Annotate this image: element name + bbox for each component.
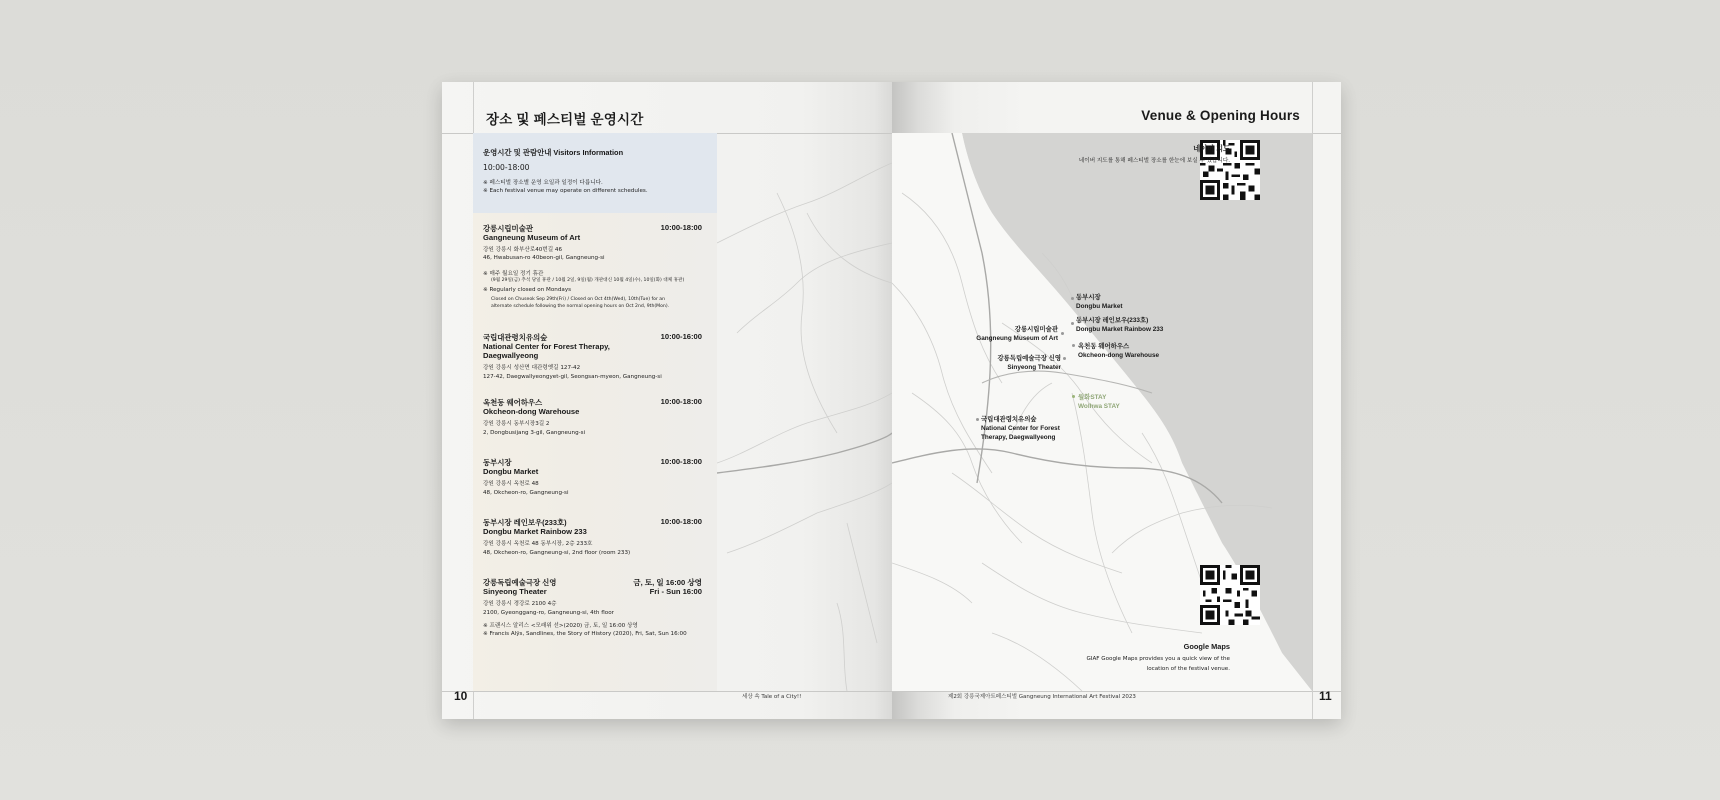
info-note-en: ※ Each festival venue may operate on different schedules. [483, 188, 648, 194]
venue-address-ko: 강원 강릉시 옥천로 48 동부시장, 2층 233호 [483, 541, 593, 547]
google-maps-desc: location of the festival venue. [1146, 666, 1230, 672]
venue-hours: 10:00-18:00 [660, 457, 702, 466]
venue-note-sub: (9월 29일(금) 추석 당일 휴관 / 10월 2일, 9일(월) 개관대신 10월 4일(수), 10일(화) 대체 휴관) [491, 278, 685, 283]
venue-note: ※ Regularly closed on Mondays [483, 287, 572, 293]
info-heading: 운영시간 및 관람안내 Visitors Information [483, 148, 624, 157]
book-spread [442, 82, 1341, 719]
venue-note: ※ 프랜시스 알리스 <모래위 선>(2020) 금, 토, 일 16:00 상영 [483, 623, 638, 629]
venue-address-en: 48, Okcheon-ro, Gangneung-si, 2nd floor (room 233) [483, 550, 631, 556]
venue-name-en: Daegwallyeong [483, 351, 539, 360]
venue-list [473, 213, 717, 691]
map-marker [1061, 332, 1064, 335]
venue-address-ko: 강원 강릉시 성산면 대관령옛길 127-42 [483, 365, 581, 371]
map-marker [1072, 395, 1075, 398]
venue-name-en: Dongbu Market [483, 467, 539, 476]
venue-name-ko: 동부시장 [483, 458, 512, 467]
venue-address-en: 46, Hwabusan-ro 40beon-gil, Gangneung-si [483, 255, 605, 261]
venue-hours: 10:00-18:00 [660, 517, 702, 526]
venue-address-ko: 강원 강릉시 경강로 2100 4층 [483, 601, 557, 607]
venue-name-ko: 국립대관령치유의숲 [483, 333, 548, 342]
google-maps-desc: GIAF Google Maps provides you a quick view of the [1086, 656, 1230, 662]
naver-map-title: 네이버 지도 [1193, 144, 1230, 153]
naver-map-desc: 네이버 지도를 통해 페스티벌 장소를 한눈에 보실 수 있습니다. [1078, 158, 1230, 164]
map-label-forest: 국립대관령치유의숲 National Center for Forest Therapy, Daegwallyeong [981, 416, 1060, 441]
venue-address-en: 2, Dongbusijang 3-gil, Gangneung-si [483, 430, 586, 436]
info-hours: 10:00-18:00 [483, 163, 530, 172]
footer-rule [442, 691, 892, 692]
info-note-ko: ※ 페스티벌 장소별 운영 요일과 일정이 다릅니다. [483, 180, 603, 186]
venue-name-ko: 옥천동 웨어하우스 [483, 398, 543, 407]
left-page [442, 82, 892, 719]
right-page [892, 82, 1341, 719]
map-marker [1072, 344, 1075, 347]
venue-hours: 10:00-18:00 [660, 397, 702, 406]
map-label-dongbu-rainbow: 동부시장 레인보우(233호) Dongbu Market Rainbow 233 [1076, 317, 1164, 333]
map-marker [1063, 357, 1066, 360]
map-marker [1071, 322, 1074, 325]
venue-name-ko: 동부시장 레인보우(233호) [483, 518, 567, 527]
visitors-info-box [473, 133, 717, 213]
page-title: Venue & Opening Hours [1141, 108, 1300, 123]
map-marker [976, 418, 979, 421]
google-maps-qr-icon[interactable] [1200, 565, 1260, 625]
venue-name-en: Okcheon-dong Warehouse [483, 407, 580, 416]
venue-address-ko: 강원 강릉시 옥천로 48 [483, 481, 539, 487]
venue-name-en: Gangneung Museum of Art [483, 233, 581, 242]
venue-hours: 금, 토, 일 16:00 상영 [633, 578, 702, 587]
map-label-okcheon: 옥천동 웨어하우스 Okcheon-dong Warehouse [1078, 343, 1160, 359]
venue-name-ko: 강릉시립미술관 [483, 224, 533, 233]
running-footer-right: 제2회 강릉국제아트페스티벌 Gangneung International Art Festival 2023 [948, 694, 1136, 700]
venue-note-sub: alternate schedule following the normal opening hours on Oct 2nd, 9th(Mon). [491, 304, 670, 309]
right-margin-rule [1312, 82, 1313, 719]
venue-note-sub: Closed on Chuseok Sep 29th(Fri) / Closed on Oct 4th(Wed), 10th(Tue) for an [491, 297, 666, 302]
running-footer-left: 세상 속 Tale of a City!! [742, 694, 802, 700]
map-left-fragment [717, 133, 892, 691]
page-number-right: 11 [1319, 689, 1332, 703]
venue-note: ※ 매주 월요일 정기 휴관 [483, 271, 544, 277]
venue-address-en: 127-42, Daegwallyeongyet-gil, Seongsan-myeon, Gangneung-si [483, 374, 662, 380]
venue-address-ko: 강원 강릉시 화부산로40번길 46 [483, 247, 563, 253]
map-marker [1071, 297, 1074, 300]
map-label-wolhwa: 월화STAY Wolhwa STAY [1078, 394, 1120, 410]
venue-address-en: 2100, Gyeonggang-ro, Gangneung-si, 4th floor [483, 610, 614, 616]
venue-hours: Fri - Sun 16:00 [649, 587, 702, 596]
venue-address-en: 48, Okcheon-ro, Gangneung-si [483, 490, 569, 496]
map-label-sinyeong: 강릉독립예술극장 신영 Sinyeong Theater [997, 355, 1061, 371]
venue-name-en: Sinyeong Theater [483, 587, 547, 596]
venue-hours: 10:00-16:00 [660, 332, 702, 341]
map-label-museum: 강릉시립미술관 Gangneung Museum of Art [976, 326, 1058, 342]
venue-name-ko: 강릉독립예술극장 신영 [483, 578, 557, 587]
map-label-dongbu-market: 동부시장 Dongbu Market [1076, 294, 1123, 310]
venue-hours: 10:00-18:00 [660, 223, 702, 232]
google-maps-title: Google Maps [1183, 642, 1230, 651]
venue-name-en: Dongbu Market Rainbow 233 [483, 527, 587, 536]
page-title: 장소 및 페스티벌 운영시간 [486, 112, 644, 127]
venue-note: ※ Francis Alÿs, Sandlines, the Story of History (2020), Fri, Sat, Sun 16:00 [483, 631, 687, 637]
venue-address-ko: 강원 강릉시 동부시장3길 2 [483, 421, 550, 427]
page-number-left: 10 [454, 689, 468, 703]
venue-name-en: National Center for Forest Therapy, [483, 342, 610, 351]
